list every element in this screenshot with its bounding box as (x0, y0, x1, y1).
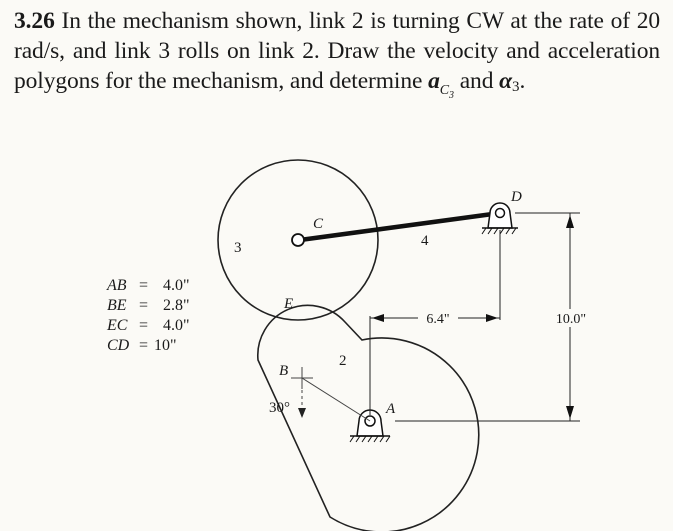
dim-ec-label: EC (107, 317, 128, 334)
label-a: A (386, 401, 396, 417)
dim-ab-value: 4.0" (163, 277, 190, 294)
dim-cd-eq: = (139, 337, 149, 354)
arrow-up (566, 215, 574, 228)
dim-ec-eq: = (139, 317, 149, 334)
dim-cd-value: 10" (154, 337, 177, 354)
dim-label-vertical: 10.0" (555, 312, 587, 327)
label-link4: 4 (421, 233, 429, 249)
pivot-d (482, 203, 518, 234)
label-link3: 3 (234, 240, 242, 256)
label-link2: 2 (339, 353, 347, 369)
link4-bar (300, 213, 500, 240)
alpha-symbol: α (499, 68, 513, 94)
label-b: B (279, 363, 289, 379)
problem-statement: 3.26 In the mechanism shown, link 2 is turning CW at the rate of 20 rad/s, and link 3 rolls on link 2. Draw the velocity and acceleration polygons for the mechanism, and determine $a_{C_3}$ and $\alpha_3$. (14, 8, 661, 101)
dim-label-horizontal: 6.4" (426, 312, 450, 327)
angle-arrow-head (298, 408, 306, 418)
label-c: C (313, 216, 324, 232)
dim-be-label: BE (107, 297, 127, 314)
label-d: D (511, 189, 522, 205)
label-e: E (284, 296, 294, 312)
dim-be-eq: = (139, 297, 149, 314)
label-angle: 30° (269, 400, 290, 416)
text-and: and (459, 68, 494, 94)
alpha-subscript: 3 (512, 79, 520, 95)
dim-ab-label: AB (107, 277, 127, 294)
joint-c (292, 234, 304, 246)
dimension-table (106, 277, 190, 354)
dim-ec-value: 4.0" (163, 317, 190, 334)
dim-be-value: 2.8" (163, 297, 190, 314)
arrow-left (372, 314, 384, 322)
dim-ab-eq: = (139, 277, 149, 294)
arrow-right (486, 314, 498, 322)
accel-symbol: a (428, 68, 440, 94)
dim-cd-label: CD (107, 337, 130, 354)
line-ab (302, 378, 370, 421)
arrow-down (566, 406, 574, 419)
problem-number: 3.26 (14, 8, 55, 34)
accel-subscript: C3 (439, 83, 454, 101)
problem-text: In the mechanism shown, link 2 is turning CW at the rate of 20 rad/s, and link 3 rolls on link 2. Draw the velocity and acceleration polygons for the mechanism, and determine (14, 8, 661, 94)
